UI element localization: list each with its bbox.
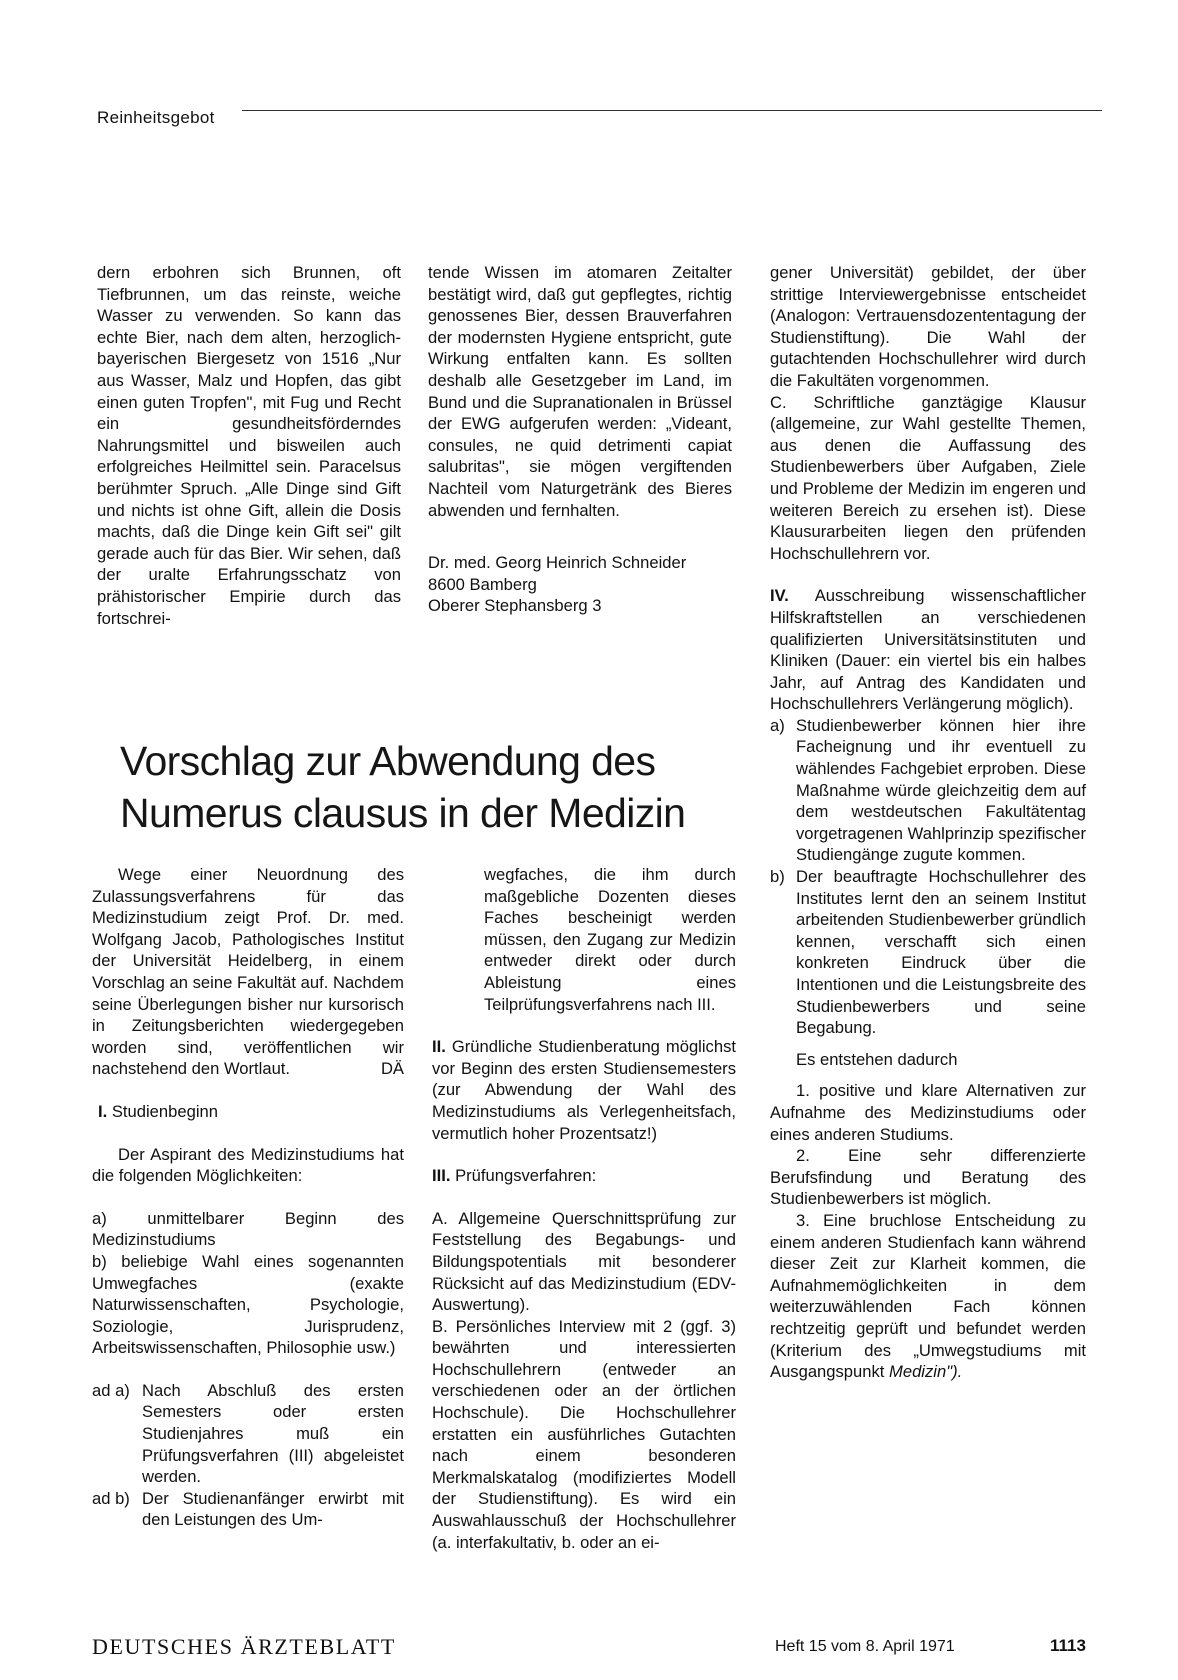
col2-continuation: wegfaches, die ihm durch maßgebliche Dozenten dieses Faches bescheinigt werden müssen, den Zugang zur Medizin entweder direkt oder durch Ableistung eines Teilprüfungsverfahrens nach III. — [484, 865, 736, 1014]
section-4-a-text: Studienbewerber können hier ihre Facheignung und ihr eventuell zu wählendes Fachgebiet erproben. Diese Maßnahme würde gleichzeitig dem auf dem westdeutschen Fakultätentag vorgetragenen Wahlprinzip spezifischer Studiengänge zugute kommen. — [796, 715, 1086, 865]
article-title — [120, 735, 780, 839]
ad-a-label: ad a) — [92, 1380, 130, 1400]
article-column-3 — [770, 262, 1086, 1383]
section-3-title: Prüfungsverfahren: — [455, 1166, 597, 1186]
section-1-paragraph: Der Aspirant des Medizinstudiums hat die folgenden Möglichkeiten: — [92, 1144, 404, 1186]
result-intro: Es entstehen dadurch — [796, 1049, 958, 1069]
section-2-text: Gründliche Studienberatung möglichst vor Beginn des ersten Studiensemesters (zur Abwendung der Wahl des Medizinstudiums als Verlegenheitsfach, vermutlich hoher Prozentsatz!) — [432, 1037, 736, 1143]
ad-b-label: ad b) — [92, 1488, 130, 1508]
journal-name: DEUTSCHES ÄRZTEBLATT — [92, 1634, 396, 1659]
section-4-b-text: Der beauftragte Hochschullehrer des Institutes lernt den an seinem Institut arbeitenden Studienbewerber gründlich kennen, verschafft sich einen konkreten Eindruck über die Intentionen und die Leistungsbreite des Studienbewerbers und seine Begabung. — [796, 867, 1086, 1038]
letter-column-1 — [97, 262, 401, 629]
ad-a — [92, 1380, 404, 1488]
article-intro — [92, 864, 404, 1080]
section-4-number: IV. — [770, 586, 789, 606]
letter-signature — [428, 552, 732, 617]
letter-col1-text: dern erbohren sich Brunnen, oft Tiefbrunnen, um das reinste, weiche Wasser zu verwenden. So kann das echte Bier, nach dem alten, herzoglich-bayerischen Biergesetz von 1516 „Nur aus Wasser, Malz und Hopfen, das gibt einen guten Tropfen", mit Fug und Recht ein gesundheitsförderndes Nahrungsmittel und bisweilen auch erfolgreiches Heilmittel sein. Paracelsus berühmter Spruch. „Alle Dinge sind Gift und nichts ist ohne Gift, allein die Dosis machts, daß die Dinge kein Gift sei" gilt gerade auch für das Bier. Wir sehen, daß der uralte Erfahrungsschatz von prähistorischer Empirie durch das fortschrei- — [97, 263, 401, 628]
section-4-b — [770, 866, 1086, 1039]
signature-name: Dr. med. Georg Heinrich Schneider — [428, 553, 687, 573]
article-column-1 — [92, 864, 404, 1531]
ad-b — [92, 1488, 404, 1531]
section-2-number: II. — [432, 1037, 446, 1057]
section-1-option-a: a) unmittelbarer Beginn des Medizinstudiums — [92, 1208, 404, 1250]
ad-b-text: Der Studienanfänger erwirbt mit den Leistungen des Um- — [142, 1488, 404, 1530]
section-4-b-label: b) — [770, 867, 785, 887]
section-1-heading — [92, 1101, 404, 1123]
result-2: 2. Eine sehr differenzierte Berufsfindung und Beratung des Studienbewerbers ist möglich. — [770, 1146, 1086, 1209]
section-3-number: III. — [432, 1166, 451, 1186]
section-4-a — [770, 715, 1086, 866]
section-3-a: A. Allgemeine Querschnittsprüfung zur Feststellung des Begabungs- und Bildungspotentials mit besonderer Rücksicht auf das Medizinstudium (EDV-Auswertung). — [432, 1208, 736, 1315]
result-3 — [770, 1210, 1086, 1383]
section-label: Reinheitsgebot — [97, 108, 215, 127]
section-4-text: Ausschreibung wissenschaftlicher Hilfskraftstellen an verschiedenen qualifizierten Universitätsinstituten und Kliniken (Dauer: ein viertel bis ein halbes Jahr, auf Antrag des Kandidaten und Hochschullehrers Verlängerung möglich). — [770, 586, 1086, 714]
header-rule — [242, 110, 1102, 111]
letter-col2-text: tende Wissen im atomaren Zeitalter bestätigt wird, daß gut gepflegtes, richtig genossenes Bier, dessen Brauverfahren der modernsten Hygiene entspricht, gute Wirkung entfalten kann. Es sollten deshalb alle Gesetzgeber im Land, im Bund und die Supranationalen in Brüssel der EWG aufgerufen werden: „Videant, consules, ne quid detrimenti capiat salubritas", sie mögen vergiftenden Nachteil vom Naturgetränk des Bieres abwenden und fernhalten. — [428, 263, 732, 520]
section-1-title: Studienbeginn — [111, 1101, 218, 1121]
intro-text: Wege einer Neuordnung des Zulassungsverfahrens für das Medizinstudium zeigt Prof. Dr. med. Wolfgang Jacob, Pathologisches Institut der Universität Heidelberg, in einem Vorschlag an seine Fakultät auf. Nachdem seine Überlegungen bisher nur kursorisch in Zeitungsberichten wiedergegeben worden sind, veröffentlichen wir nachstehend den Wortlaut. — [92, 865, 404, 1079]
section-1-number: I. — [98, 1101, 108, 1121]
signature-city: 8600 Bamberg — [428, 574, 537, 594]
page-number: 1113 — [1050, 1636, 1086, 1655]
title-line-2: Numerus clausus in der Medizin — [120, 790, 686, 836]
issue-info: Heft 15 vom 8. April 1971 — [775, 1638, 955, 1655]
letter-column-2 — [428, 262, 732, 617]
ad-a-text: Nach Abschluß des ersten Semesters oder ersten Studienjahres muß ein Prüfungsverfahren (III) abgeleistet werden. — [142, 1380, 404, 1487]
result-1: 1. positive und klare Alternativen zur Aufnahme des Medizinstudiums oder eines anderen Studiums. — [770, 1081, 1086, 1144]
section-3-heading — [432, 1165, 736, 1187]
section-4-a-label: a) — [770, 715, 785, 735]
result-3-italic: Medizin"). — [889, 1362, 963, 1382]
col3-continuation: gener Universität) gebildet, der über strittige Interviewergebnisse entscheidet (Analogon: Vertrauensdozententagung der Studienstiftung). Die Wahl der gutachtenden Hochschullehrer wird durch die Fakultäten vorgenommen. — [770, 263, 1086, 390]
section-1-option-b: b) beliebige Wahl eines sogenannten Umwegfaches (exakte Naturwissenschaften, Psychologie, Soziologie, Jurisprudenz, Arbeitswissenschaften, Philosophie usw.) — [92, 1251, 404, 1358]
section-3-c: C. Schriftliche ganztägige Klausur (allgemeine, zur Wahl gestellte Themen, aus denen die Auffassung des Studienbewerbers über Aufgaben, Ziele und Probleme der Medizin im engeren und weiteren Bereich zu ersehen ist). Diese Klausurarbeiten liegen den prüfenden Hochschullehrern vor. — [770, 392, 1086, 563]
result-3-text: 3. Eine bruchlose Entscheidung zu einem anderen Studienfach kann während dieser Zeit zur Klarheit kommen, die Aufnahmemöglichkeiten in dem weiterzuwählenden Fach können rechtzeitig geprüft und befundet werden (Kriterium des „Umwegstudiums mit Ausgangspunkt — [770, 1210, 1086, 1382]
intro-signature: DÄ — [380, 1059, 404, 1079]
section-2 — [432, 1036, 736, 1144]
section-4 — [770, 585, 1086, 715]
title-line-1: Vorschlag zur Abwendung des — [120, 738, 656, 784]
article-column-2 — [432, 864, 736, 1553]
signature-street: Oberer Stephansberg 3 — [428, 596, 602, 616]
section-3-b: B. Persönliches Interview mit 2 (ggf. 3) bewährten und interessierten Hochschullehrern (entweder an verschiedenen oder an der örtlichen Hochschule). Die Hochschullehrer erstatten ein ausführliches Gutachten nach einem besonderen Merkmalskatalog (modifiziertes Modell der Studienstiftung). Es wird ein Auswahlausschuß der Hochschullehrer (a. interfakultativ, b. oder an ei- — [432, 1316, 736, 1552]
